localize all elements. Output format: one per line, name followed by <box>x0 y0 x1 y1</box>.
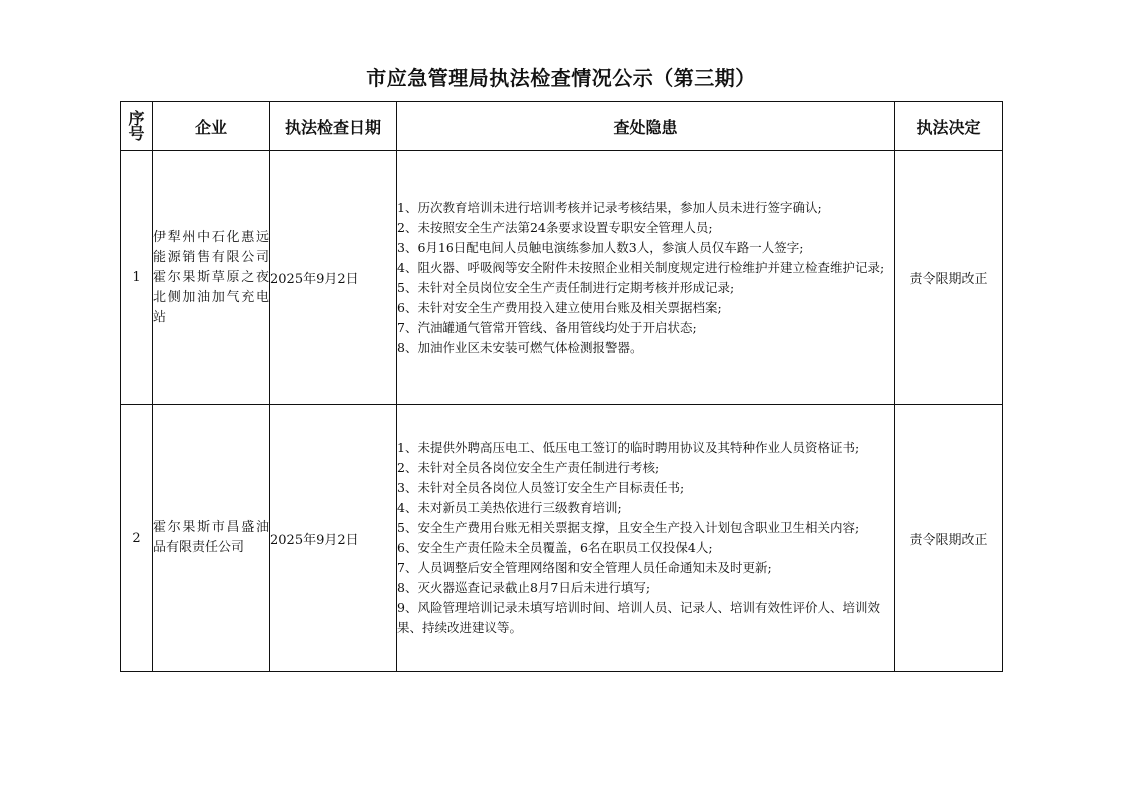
issue-item: 7、人员调整后安全管理网络图和安全管理人员任命通知未及时更新; <box>397 560 772 575</box>
header-issues: 查处隐患 <box>397 102 895 151</box>
row-issues <box>397 405 895 672</box>
row-seq: 1 <box>121 151 153 405</box>
header-seq-line-2: 号 <box>128 124 145 143</box>
issue-item: 8、灭火器巡查记录截止8月7日后未进行填写; <box>397 580 651 595</box>
header-decision: 执法决定 <box>895 102 1003 151</box>
inspection-table <box>120 101 1003 672</box>
header-date: 执法检查日期 <box>270 102 397 151</box>
issue-item: 2、未针对全员各岗位安全生产责任制进行考核; <box>397 460 660 475</box>
table-row <box>121 151 1003 405</box>
issue-item: 6、安全生产责任险未全员覆盖，6名在职员工仅投保4人; <box>397 540 713 555</box>
issue-item: 6、未针对安全生产费用投入建立使用台账及相关票据档案; <box>397 299 722 315</box>
issue-item: 8、加油作业区未安装可燃气体检测报警器。 <box>397 339 643 355</box>
row-issues <box>397 151 895 405</box>
row-decision: 责令限期改正 <box>895 151 1003 405</box>
header-seq-line-1: 序 <box>128 109 145 128</box>
issue-item: 4、阻火器、呼吸阀等安全附件未按照企业相关制度规定进行检维护并建立检查维护记录; <box>397 259 885 275</box>
issue-item: 4、未对新员工美热依进行三级教育培训; <box>397 500 622 515</box>
row-company: 伊犁州中石化惠远能源销售有限公司霍尔果斯草原之夜北侧加油加气充电站 <box>153 151 270 405</box>
issue-item: 3、未针对全员各岗位人员签订安全生产目标责任书; <box>397 480 685 495</box>
page-title: 市应急管理局执法检查情况公示（第三期） <box>366 66 756 90</box>
issue-item: 1、历次教育培训未进行培训考核并记录考核结果，参加人员未进行签字确认; <box>397 199 822 215</box>
row-date: 2025年9月2日 <box>270 151 397 405</box>
header-seq <box>121 102 153 151</box>
issue-item: 5、安全生产费用台账无相关票据支撑，且安全生产投入计划包含职业卫生相关内容; <box>397 520 860 535</box>
issue-item: 7、汽油罐通气管常开管线、备用管线均处于开启状态; <box>397 319 697 335</box>
issue-item: 1、未提供外聘高压电工、低压电工签订的临时聘用协议及其特种作业人员资格证书; <box>397 440 860 455</box>
row-seq: 2 <box>121 405 153 672</box>
table-header-row <box>121 102 1003 151</box>
issue-item: 2、未按照安全生产法第24条要求设置专职安全管理人员; <box>397 219 713 235</box>
issue-item: 3、6月16日配电间人员触电演练参加人数3人，参演人员仅车路一人签字; <box>397 239 804 255</box>
issue-item: 5、未针对全员岗位安全生产责任制进行定期考核并形成记录; <box>397 279 735 295</box>
issue-item: 9、风险管理培训记录未填写培训时间、培训人员、记录人、培训有效性评价人、培训效果、持续改进建议等。 <box>397 600 880 635</box>
row-date: 2025年9月2日 <box>270 405 397 672</box>
table-row <box>121 405 1003 672</box>
row-company: 霍尔果斯市昌盛油品有限责任公司 <box>153 405 270 672</box>
row-decision: 责令限期改正 <box>895 405 1003 672</box>
header-company: 企业 <box>153 102 270 151</box>
